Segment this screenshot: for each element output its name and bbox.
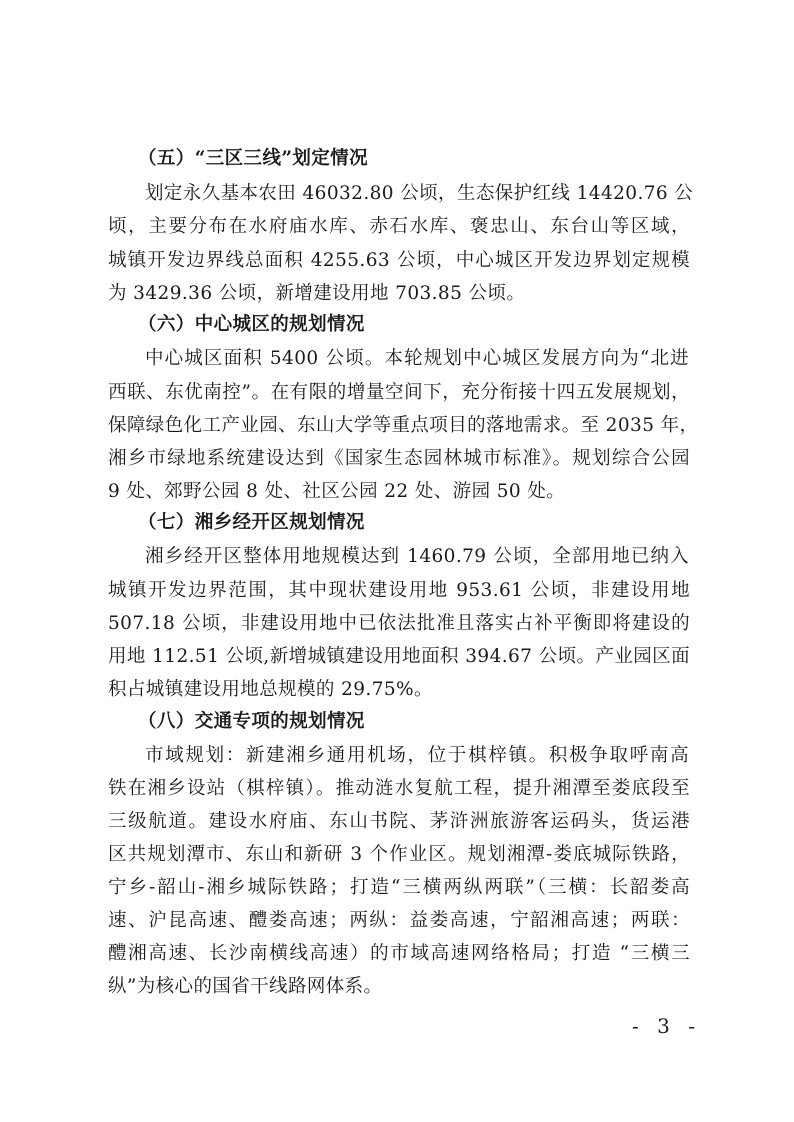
section-heading-7: （七）湘乡经开区规划情况 — [138, 512, 365, 533]
paragraph-line: 保障绿色化工产业园、东山大学等重点项目的落地需求。至 2035 年， — [108, 415, 699, 436]
section-heading-5: （五）“三区三线”划定情况 — [138, 148, 368, 169]
paragraph-line: 湘乡经开区整体用地规模达到 1460.79 公顷，全部用地已纳入 — [145, 546, 689, 567]
paragraph-line: 区共规划潭市、东山和新研 3 个作业区。规划湘潭-娄底城际铁路， — [108, 844, 690, 865]
paragraph-line: 三级航道。建设水府庙、东山书院、茅浒洲旅游客运码头，货运港 — [108, 811, 690, 832]
paragraph-line: 9 处、郊野公园 8 处、社区公园 22 处、游园 50 处。 — [108, 481, 566, 502]
paragraph-line: 西联、东优南控”。在有限的增量空间下，充分衔接十四五发展规划， — [108, 382, 690, 403]
paragraph-line: 划定永久基本农田 46032.80 公顷，生态保护红线 14420.76 公 — [145, 183, 694, 204]
section-heading-6: （六）中心城区的规划情况 — [138, 314, 365, 335]
section-heading-8: （八）交通专项的规划情况 — [138, 711, 365, 732]
paragraph-line: 铁在湘乡设站（棋梓镇）。推动涟水复航工程，提升湘潭至娄底段至 — [108, 778, 690, 799]
paragraph-line: 507.18 公顷，非建设用地中已依法批准且落实占补平衡即将建设的 — [108, 613, 690, 634]
paragraph-line: 城镇开发边界线总面积 4255.63 公顷，中心城区开发边界划定规模 — [108, 250, 690, 271]
paragraph-line: 用地 112.51 公顷,新增城镇建设用地面积 394.67 公顷。产业园区面 — [108, 646, 690, 667]
paragraph-line: 醴湘高速、长沙南横线高速）的市域高速网络格局；打造 “三横三 — [108, 943, 690, 964]
paragraph-line: 中心城区面积 5400 公顷。本轮规划中心城区发展方向为“北进 — [145, 348, 689, 369]
page-number: - 3 - — [632, 1014, 701, 1038]
paragraph-line: 速、沪昆高速、醴娄高速；两纵：益娄高速，宁韶湘高速；两联： — [108, 910, 690, 931]
paragraph-line: 湘乡市绿地系统建设达到《国家生态园林城市标准》。规划综合公园 — [108, 448, 690, 469]
paragraph-line: 宁乡-韶山-湘乡城际铁路；打造“三横两纵两联”（三横：长韶娄高 — [108, 877, 690, 898]
paragraph-line: 纵”为核心的国省干线路网体系。 — [108, 976, 383, 997]
paragraph-line: 市域规划：新建湘乡通用机场，位于棋梓镇。积极争取呼南高 — [145, 745, 689, 766]
paragraph-line: 积占城镇建设用地总规模的 29.75%。 — [108, 679, 433, 700]
paragraph-line: 顷，主要分布在水府庙水库、赤石水库、褒忠山、东台山等区域， — [108, 216, 690, 237]
paragraph-line: 城镇开发边界范围，其中现状建设用地 953.61 公顷，非建设用地 — [108, 580, 690, 601]
paragraph-line: 为 3429.36 公顷，新增建设用地 703.85 公顷。 — [108, 283, 526, 304]
